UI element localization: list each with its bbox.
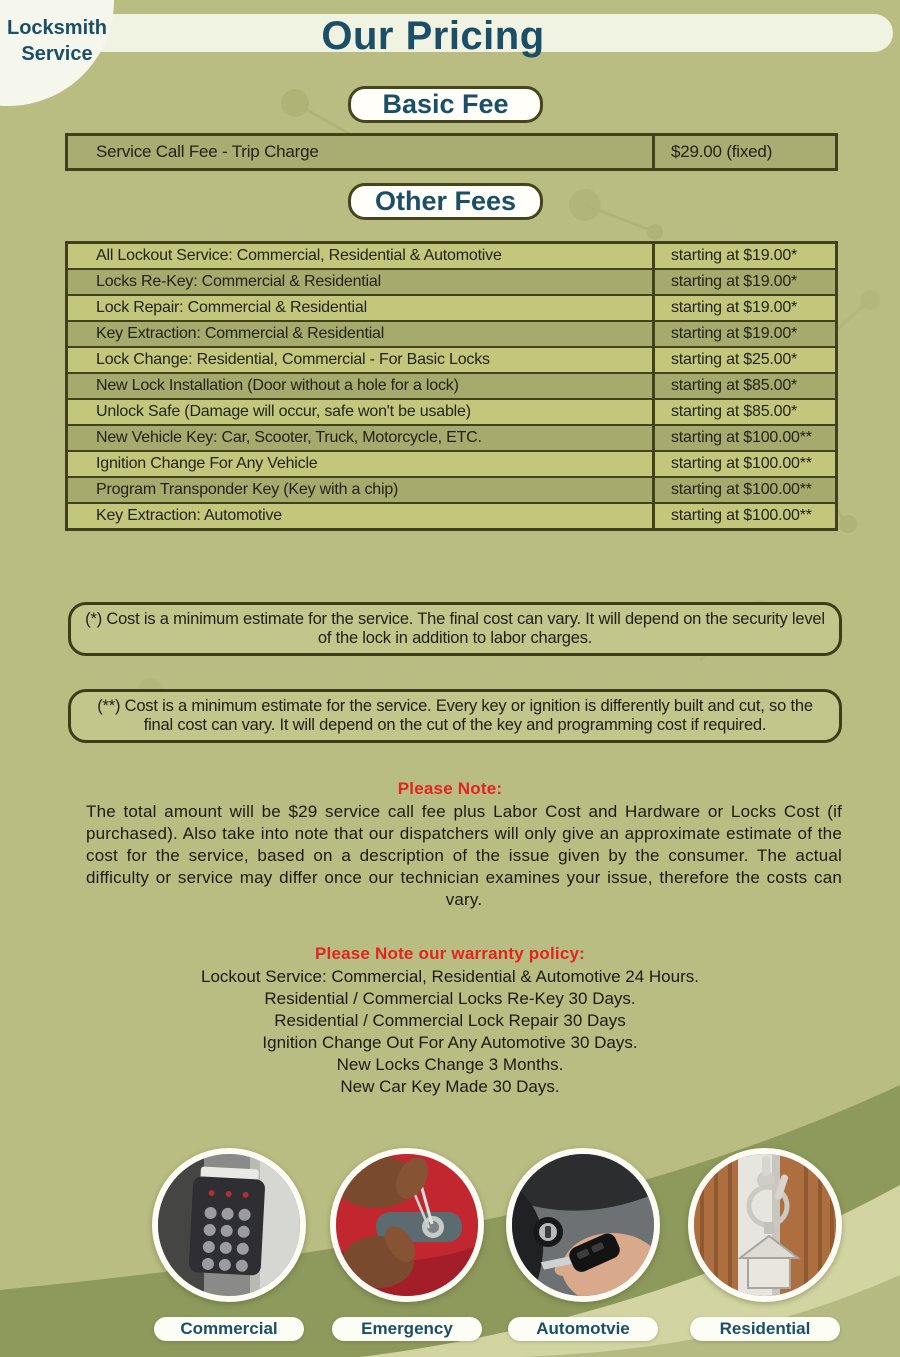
other-fees-table (65, 241, 838, 531)
residential-photo-circle (688, 1148, 842, 1302)
logo-line2: Service (21, 43, 93, 65)
fee-price: starting at $100.00** (652, 426, 835, 450)
warranty-item: New Car Key Made 30 Days. (340, 1077, 560, 1096)
fee-price: starting at $19.00* (652, 244, 835, 268)
asterisk-note-box: (*) Cost is a minimum estimate for the service. The final cost can vary. It will depend on the security level of the lock in addition to labor charges. (68, 602, 842, 656)
fee-service: Unlock Safe (Damage will occur, safe won't be usable) (96, 403, 471, 420)
fee-service: Key Extraction: Commercial & Residential (96, 325, 385, 342)
fee-price: $29.00 (fixed) (652, 136, 835, 168)
fee-service: New Lock Installation (Door without a hole for a lock) (96, 377, 459, 394)
warranty-item: Lockout Service: Commercial, Residential & Automotive 24 Hours. (201, 967, 699, 986)
fee-service: Lock Repair: Commercial & Residential (96, 299, 367, 316)
logo-line1: Locksmith (6, 17, 108, 39)
fee-price: starting at $19.00* (652, 270, 835, 294)
category-label-residential[interactable]: Residential (690, 1317, 840, 1341)
commercial-photo-circle (152, 1148, 306, 1302)
fee-price: starting at $85.00* (652, 374, 835, 398)
fee-price: starting at $19.00* (652, 296, 835, 320)
table-row (68, 398, 835, 424)
fee-price: starting at $19.00* (652, 322, 835, 346)
warranty-heading: Please Note our warranty policy: (315, 944, 585, 963)
table-row (68, 136, 835, 168)
category-label-commercial[interactable]: Commercial (154, 1317, 304, 1341)
car-ignition-key-icon (512, 1154, 654, 1296)
table-row (68, 244, 835, 268)
car-lockout-pick-icon (336, 1154, 478, 1296)
logo (0, 15, 114, 67)
fee-service: Ignition Change For Any Vehicle (96, 455, 318, 472)
warranty-item: Residential / Commercial Lock Repair 30 Days (274, 1011, 626, 1030)
table-row (68, 346, 835, 372)
fee-service: Service Call Fee - Trip Charge (96, 142, 319, 161)
emergency-photo-circle (330, 1148, 484, 1302)
automotive-photo-circle (506, 1148, 660, 1302)
keypad-lock-icon (158, 1154, 300, 1296)
table-row (68, 320, 835, 346)
fee-price: starting at $100.00** (652, 504, 835, 528)
fee-price: starting at $100.00** (652, 478, 835, 502)
double-asterisk-note-box: (**) Cost is a minimum estimate for the service. Every key or ignition is differently built and cut, so the final cost can vary. It will depend on the cut of the key and programming cost if required. (68, 689, 842, 743)
fee-price: starting at $25.00* (652, 348, 835, 372)
table-row (68, 502, 835, 528)
category-label-automotive[interactable]: Automotvie (508, 1317, 658, 1341)
fee-service: Lock Change: Residential, Commercial - For Basic Locks (96, 351, 490, 368)
table-row (68, 476, 835, 502)
fee-service: New Vehicle Key: Car, Scooter, Truck, Motorcycle, ETC. (96, 429, 482, 446)
fee-service: Program Transponder Key (Key with a chip) (96, 481, 399, 498)
fee-price: starting at $100.00** (652, 452, 835, 476)
basic-fee-table (65, 133, 838, 171)
page-title: Our Pricing (321, 14, 545, 58)
table-row (68, 450, 835, 476)
fee-price: starting at $85.00* (652, 400, 835, 424)
warranty-item: Residential / Commercial Locks Re-Key 30 Days. (264, 989, 636, 1008)
fee-service: Key Extraction: Automotive (96, 507, 283, 524)
warranty-item: Ignition Change Out For Any Automotive 30 Days. (262, 1033, 638, 1052)
fee-service: All Lockout Service: Commercial, Residential & Automotive (96, 247, 502, 264)
table-row (68, 294, 835, 320)
other-fees-heading: Other Fees (348, 183, 543, 220)
please-note-heading: Please Note: (397, 779, 503, 798)
table-row (68, 268, 835, 294)
table-row (68, 372, 835, 398)
basic-fee-heading: Basic Fee (348, 86, 543, 123)
category-label-emergency[interactable]: Emergency (332, 1317, 482, 1341)
fee-service: Locks Re-Key: Commercial & Residential (96, 273, 381, 290)
please-note-paragraph: The total amount will be $29 service call fee plus Labor Cost and Hardware or Locks Cost (if purchased). Also take into note that our dispatchers will only give an approximate estimate of the cost for the service, based on a description of the issue given by the consumer. The actual difficulty or service may differ once our technician examines your issue, therefore the costs can vary. (86, 802, 842, 909)
warranty-item: New Locks Change 3 Months. (336, 1055, 564, 1074)
house-keychain-icon (694, 1154, 836, 1296)
table-row (68, 424, 835, 450)
warranty-list (0, 966, 900, 1098)
